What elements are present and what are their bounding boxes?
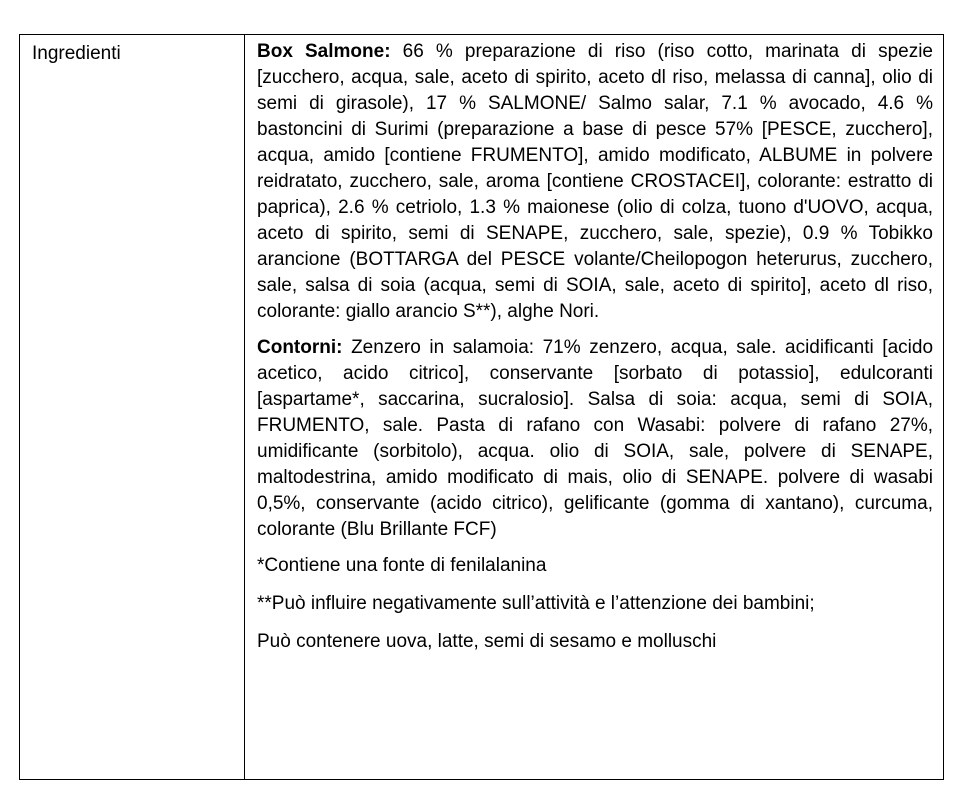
box-salmone-paragraph [257,39,933,325]
ingredients-label: Ingredienti [32,43,121,64]
content-cell [245,35,944,780]
label-cell [20,35,245,780]
contorni-text: Zenzero in salamoia: 71% zenzero, acqua, sale. acidificanti [acido acetico, acido citrico], conservante [sorbato di potassio], edulcoranti [aspartame*, saccarina, sucralosio]. Salsa di soia: acqua, semi di SOIA, FRUMENTO, sale. Pasta di rafano con Wasabi: polvere di rafano 27%, umidificante (sorbitolo), acqua. olio di SOIA, sale, polvere di SENAPE, maltodestrina, amido modificato di mais, olio di SENAPE. polvere di wasabi 0,5%, conservante (acido citrico), gelificante (gomma di xantano), curcuma, colorante (Blu Brillante FCF) [257,337,934,540]
table-row [20,35,944,780]
contorni-heading: Contorni: [257,337,343,358]
contorni-paragraph [257,335,933,543]
note-bambini: **Può influire negativamente sull’attività e l’attenzione dei bambini; [257,593,815,614]
box-salmone-text: 66 % preparazione di riso (riso cotto, marinata di spezie [zucchero, acqua, sale, aceto di spirito, aceto dl riso, melassa di canna], olio di semi di girasole), 17 % SALMONE/ Salmo salar, 7.1 % avocado, 4.6 % bastoncini di Surimi (preparazione a base di pesce 57% [PESCE, zucchero], acqua, amido [contiene FRUMENTO], amido modificato, ALBUME in polvere reidratato, zucchero, sale, aroma [contiene CROSTACEI], colorante: estratto di paprica), 2.6 % cetriolo, 1.3 % maionese (olio di colza, tuono d'UOVO, acqua, aceto di spirito, semi di SENAPE, zucchero, sale, spezie), 0.9 % Tobikko arancione (BOTTARGA del PESCE volante/Cheilopogon heterurus, zucchero, sale, salsa di soia (acqua, semi di SOIA, sale, aceto di spirito], aceto dl riso, colorante: giallo arancio S**), alghe Nori. [257,41,933,322]
allergen-note: Può contenere uova, latte, semi di sesamo e molluschi [257,631,717,652]
box-salmone-heading: Box Salmone: [257,41,391,62]
note-fenilalanina: *Contiene una fonte di fenilalanina [257,555,547,576]
ingredients-table [19,34,944,780]
